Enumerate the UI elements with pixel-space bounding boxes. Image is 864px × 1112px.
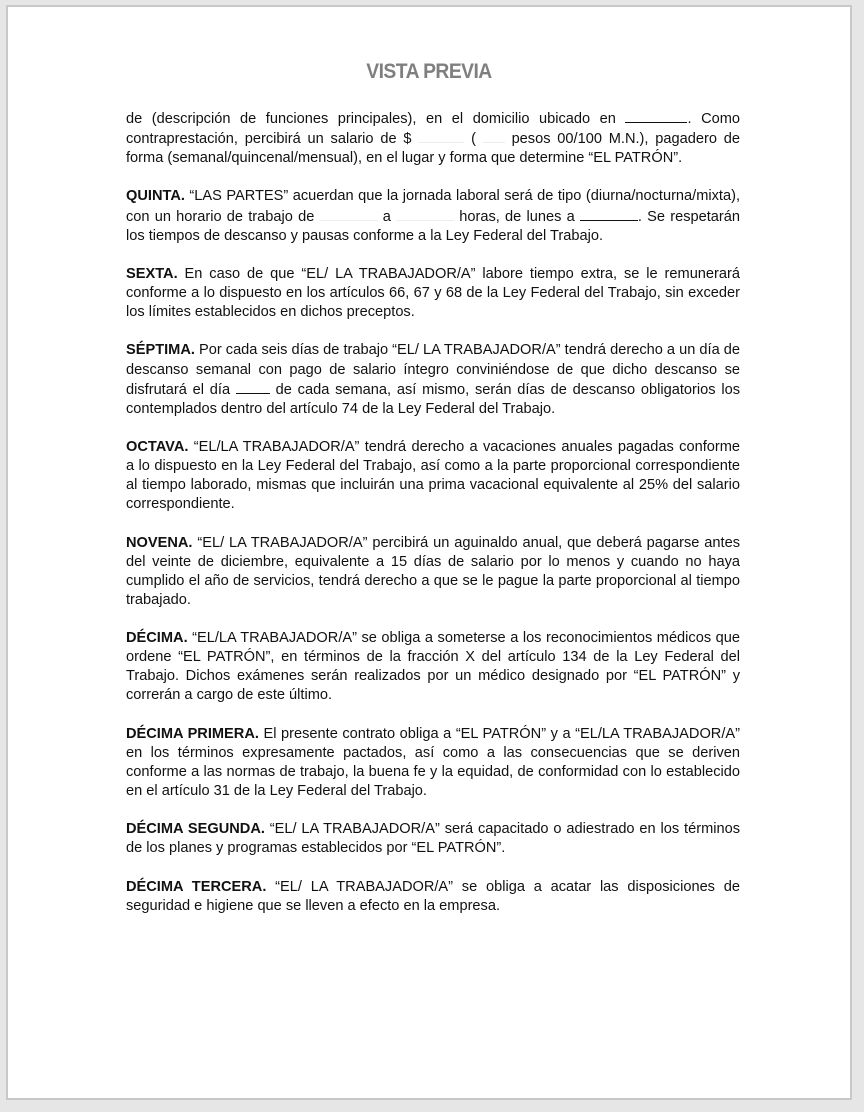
clause-text: “EL/LA TRABAJADOR/A” se obliga a someterse a los reconocimientos médicos que ordene “EL PATRÓN”, en términos de la fracción X del artículo 134 de la Ley Federal del Trabajo. Dichos exámenes serán realizados por un médico designado por “EL PATRÓN” y correrán a cargo de este último. — [126, 630, 740, 704]
preview-title: VISTA PREVIA — [366, 60, 492, 83]
clause-novena — [126, 534, 740, 610]
blank-hora-inicio — [320, 207, 378, 221]
clause-quinta — [126, 187, 740, 245]
clause-text: El presente contrato obliga a “EL PATRÓN” y a “EL/LA TRABAJADOR/A” en los términos expresamente pactados, así como a las consecuencias que se deriven conforme a las normas de trabajo, la buena fe y la equidad, de conformidad con lo establecido en el artículo 31 de la Ley Federal del Trabajo. — [126, 725, 740, 799]
clause-octava — [126, 438, 740, 514]
intro-text-paren: ( — [464, 131, 483, 148]
blank-salario-letra — [483, 129, 505, 143]
clause-decima — [126, 629, 740, 705]
clause-text: “EL/ LA TRABAJADOR/A” percibirá un aguinaldo anual, que deberá pagarse antes del veinte de diciembre, equivalente a 15 días de salario por lo menos y cuando no haya cumplido el año de servicios, tendrá derecho a que se le pague la parte proporcional al tiempo trabajado. — [126, 534, 740, 608]
document-page — [6, 5, 852, 1100]
intro-text-3: pesos 00/100 M.N.), pagadero de forma (semanal/quincenal/mensual), en el lugar y forma que determine “EL PATRÓN”. — [126, 131, 740, 167]
clause-label: DÉCIMA PRIMERA. — [126, 725, 259, 742]
intro-text-1: de (descripción de funciones principales), en el domicilio ubicado en — [126, 111, 626, 127]
clause-label: DÉCIMA. — [126, 630, 188, 647]
blank-dia-fin — [580, 207, 638, 221]
clause-decima-tercera — [126, 878, 740, 916]
clause-text: “EL/ LA TRABAJADOR/A” se obliga a acatar las disposiciones de seguridad e higiene que se lleven a efecto en la empresa. — [126, 878, 740, 914]
clause-text: horas, de lunes a — [454, 208, 580, 225]
clause-decima-segunda — [126, 820, 740, 858]
clause-text: “EL/LA TRABAJADOR/A” tendrá derecho a vacaciones anuales pagadas conforme a lo dispuesto en la Ley Federal del Trabajo, así como a la parte proporcional correspondiente al tiempo laborado, mismas que incluirán una prima vacacional equivalente al 25% del salario correspondiente. — [126, 438, 740, 513]
clause-label: OCTAVA. — [126, 438, 189, 455]
clause-septima — [126, 341, 740, 418]
clause-sexta — [126, 265, 740, 322]
clause-label: DÉCIMA SEGUNDA. — [126, 821, 265, 838]
clause-text: a — [377, 208, 397, 225]
clause-label: SEXTA. — [126, 265, 178, 282]
clause-label: QUINTA. — [126, 188, 185, 205]
document-body — [126, 109, 740, 935]
blank-salario — [418, 129, 464, 143]
clause-text: Por cada seis días de trabajo “EL/ LA TRABAJADOR/A” tendrá derecho a un día de descanso semanal con pago de salario íntegro conviniéndose de que dicho descanso se disfrutará el día — [126, 342, 740, 398]
blank-domicilio — [625, 109, 687, 123]
clause-text: “LAS PARTES” acuerdan que la jornada laboral será de tipo (diurna/nocturna/mixta), con un horario de trabajo de — [126, 188, 740, 225]
clause-text: . Se respetarán los tiempos de descanso y pausas conforme a la Ley Federal del Trabajo. — [126, 208, 740, 244]
intro-text-1-end: . — [687, 111, 692, 127]
clause-decima-primera — [126, 725, 740, 801]
clause-text: de cada semana, así mismo, serán días de descanso obligatorios los contemplados dentro del artículo 74 de la Ley Federal del Trabajo. — [126, 381, 740, 417]
clause-label: SÉPTIMA. — [126, 342, 195, 359]
clause-label: NOVENA. — [126, 534, 193, 551]
clause-text: “EL/ LA TRABAJADOR/A” será capacitado o adiestrado en los términos de los planes y programas establecidos por “EL PATRÓN”. — [126, 821, 740, 857]
intro-paragraph — [126, 109, 740, 168]
blank-hora-fin — [396, 207, 454, 221]
blank-dia-descanso — [236, 380, 270, 394]
clause-text: En caso de que “EL/ LA TRABAJADOR/A” labore tiempo extra, se le remunerará conforme a lo dispuesto en los artículos 66, 67 y 68 de la Ley Federal del Trabajo, sin exceder los límites establecidos en dichos preceptos. — [126, 265, 740, 321]
intro-text-2: Como contraprestación, percibirá un salario de $ — [126, 111, 741, 148]
clause-label: DÉCIMA TERCERA. — [126, 878, 267, 895]
